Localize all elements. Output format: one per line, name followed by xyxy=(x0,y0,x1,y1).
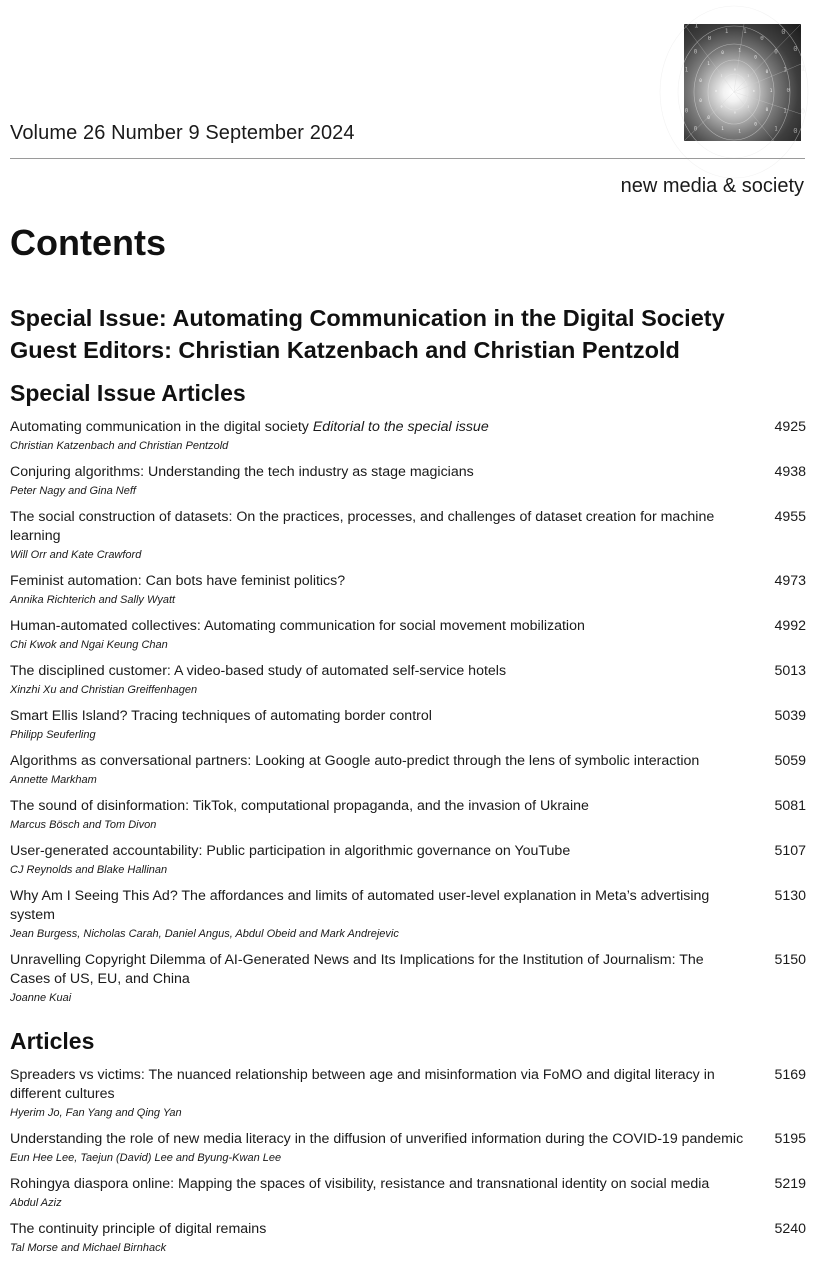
article-authors: Abdul Aziz xyxy=(10,1197,62,1209)
toc-entry xyxy=(10,797,806,832)
article-title xyxy=(10,797,746,816)
binary-digit-glyph: 0 xyxy=(721,50,724,56)
article-title-text: Conjuring algorithms: Understanding the tech industry as stage magicians xyxy=(10,464,474,480)
article-authors: Peter Nagy and Gina Neff xyxy=(10,485,136,497)
toc-list-special-issue-articles xyxy=(10,418,806,1015)
page-number: 5013 xyxy=(774,663,806,679)
article-subtitle: Editorial to the special issue xyxy=(312,419,489,435)
article-title-text: Smart Ellis Island? Tracing techniques of automating border control xyxy=(10,708,432,724)
page-number: 5169 xyxy=(774,1067,806,1083)
binary-digit-glyph: 0 xyxy=(754,122,757,128)
article-authors: Will Orr and Kate Crawford xyxy=(10,549,142,561)
article-authors: Tal Morse and Michael Birnhack xyxy=(10,1242,167,1254)
page-number: 4992 xyxy=(774,618,806,634)
page-number: 5039 xyxy=(774,708,806,724)
article-title-text: Rohingya diaspora online: Mapping the spaces of visibility, resistance and transnational identity on social media xyxy=(10,1176,710,1192)
special-issue-title: Special Issue: Automating Communication in the Digital Society xyxy=(10,305,725,331)
article-title xyxy=(10,842,746,861)
article-title xyxy=(10,617,746,636)
article-title-text: Automating communication in the digital society xyxy=(10,419,309,435)
toc-entry xyxy=(10,752,806,787)
binary-digit-glyph: 0 xyxy=(754,55,757,61)
page-number: 5130 xyxy=(774,888,806,904)
binary-digit-glyph: 0 xyxy=(760,36,764,42)
binary-digit-glyph: 0 xyxy=(707,116,710,122)
binary-digit-glyph: 1 xyxy=(747,73,750,78)
page-number: 4925 xyxy=(774,419,806,435)
binary-digit-glyph: 0 xyxy=(793,43,798,53)
binary-digit-glyph: 1 xyxy=(774,126,778,133)
binary-digit-glyph: 0 xyxy=(693,126,698,133)
article-title-text: Algorithms as conversational partners: Looking at Google auto-predict through the lens of symbolic interaction xyxy=(10,753,700,769)
article-authors: Marcus Bösch and Tom Divon xyxy=(10,819,157,831)
article-title xyxy=(10,1220,746,1239)
toc-entry xyxy=(10,951,806,1005)
binary-digit-glyph: 0 xyxy=(774,49,778,56)
binary-digit-glyph: 0 xyxy=(693,49,698,56)
page-number: 4955 xyxy=(774,509,806,525)
article-title-text: The sound of disinformation: TikTok, computational propaganda, and the invasion of Ukraine xyxy=(10,798,589,814)
page-title: Contents xyxy=(10,222,166,263)
page-number: 5195 xyxy=(774,1131,806,1147)
article-title xyxy=(10,572,746,591)
binary-digit-glyph: 0 xyxy=(720,104,723,109)
page-number: 5150 xyxy=(774,952,806,968)
toc-entry xyxy=(10,418,806,453)
header-divider xyxy=(10,158,805,159)
article-title-text: Spreaders vs victims: The nuanced relationship between age and misinformation via FoMO and digital literacy in different cultures xyxy=(10,1067,715,1102)
article-authors: CJ Reynolds and Blake Hallinan xyxy=(10,864,168,876)
binary-digit-glyph: 0 xyxy=(800,106,806,116)
article-title xyxy=(10,1175,746,1194)
article-title xyxy=(10,951,746,989)
toc-entry xyxy=(10,707,806,742)
article-title xyxy=(10,508,746,546)
article-title xyxy=(10,418,746,437)
binary-digit-glyph: 1 xyxy=(783,108,787,115)
binary-digit-glyph: 1 xyxy=(720,73,723,78)
article-authors: Joanne Kuai xyxy=(10,992,72,1004)
article-title-text: Why Am I Seeing This Ad? The affordances and limits of automated user-level explanation in Meta’s advertising system xyxy=(10,888,710,923)
article-authors: Christian Katzenbach and Christian Pentzold xyxy=(10,440,229,452)
article-authors: Hyerim Jo, Fan Yang and Qing Yan xyxy=(10,1107,182,1119)
binary-digit-glyph: 0 xyxy=(734,110,736,115)
binary-digit-glyph: 1 xyxy=(747,104,750,109)
binary-digit-glyph: 0 xyxy=(752,89,755,93)
journal-cover-image xyxy=(684,20,806,141)
article-title-text: Feminist automation: Can bots have feminist politics? xyxy=(10,573,346,589)
binary-digit-glyph: 1 xyxy=(694,20,699,30)
toc-entry xyxy=(10,1175,806,1210)
binary-digit-glyph: 0 xyxy=(707,36,712,42)
toc-entry xyxy=(10,887,806,941)
binary-digit-glyph: 1 xyxy=(684,67,689,74)
volume-issue-line: Volume 26 Number 9 September 2024 xyxy=(10,122,355,144)
article-title-text: User-generated accountability: Public participation in algorithmic governance on YouTube xyxy=(10,843,571,859)
binary-digit-glyph: 1 xyxy=(769,89,773,94)
article-authors: Annette Markham xyxy=(10,774,97,786)
article-authors: Philipp Seuferling xyxy=(10,729,96,741)
article-authors: Jean Burgess, Nicholas Carah, Daniel Angus, Abdul Obeid and Mark Andrejevic xyxy=(10,928,399,940)
article-title xyxy=(10,707,746,726)
toc-entry xyxy=(10,842,806,877)
toc-entry xyxy=(10,572,806,607)
binary-digit-glyph: 0 xyxy=(793,126,798,136)
page-number: 4938 xyxy=(774,464,806,480)
article-title xyxy=(10,463,746,482)
article-title xyxy=(10,752,746,771)
article-authors: Chi Kwok and Ngai Keung Chan xyxy=(10,639,168,651)
binary-digit-glyph: 0 xyxy=(699,79,702,85)
toc-entry xyxy=(10,508,806,562)
binary-digit-glyph: 1 xyxy=(721,127,724,133)
article-title-text: Unravelling Copyright Dilemma of AI-Generated News and Its Implications for the Institution of Journalism: The Cases of US, EU, and China xyxy=(10,952,704,987)
binary-digit-glyph: 1 xyxy=(800,63,806,73)
binary-digit-glyph: 1 xyxy=(743,28,747,35)
article-title xyxy=(10,1066,746,1104)
toc-entry xyxy=(10,463,806,498)
section-heading-articles: Articles xyxy=(10,1028,95,1054)
toc-entry xyxy=(10,1220,806,1255)
article-title-text: The social construction of datasets: On the practices, processes, and challenges of dataset creation for machine learning xyxy=(10,509,715,544)
toc-entry xyxy=(10,1130,806,1165)
special-issue-editors: Guest Editors: Christian Katzenbach and Christian Pentzold xyxy=(10,337,680,363)
article-title-text: Human-automated collectives: Automating communication for social movement mobilization xyxy=(10,618,585,634)
article-title-text: Understanding the role of new media literacy in the diffusion of unverified information during the COVID-19 pandemic xyxy=(10,1131,744,1147)
page-number: 5059 xyxy=(774,753,806,769)
article-title xyxy=(10,662,746,681)
binary-digit-glyph: 1 xyxy=(738,129,741,135)
page-number: 5219 xyxy=(774,1176,806,1192)
binary-tunnel-graphic xyxy=(684,20,806,141)
binary-digit-glyph: 0 xyxy=(715,89,717,93)
binary-digit-glyph: 0 xyxy=(699,98,702,104)
binary-digit-glyph: 0 xyxy=(765,108,769,113)
article-authors: Xinzhi Xu and Christian Greiffenhagen xyxy=(10,684,198,696)
toc-list-articles xyxy=(10,1066,806,1265)
article-title xyxy=(10,1130,746,1149)
binary-digit-glyph: 1 xyxy=(707,61,710,67)
journal-name: new media & society xyxy=(620,175,804,197)
page-number: 5240 xyxy=(774,1221,806,1237)
article-title-text: The continuity principle of digital remains xyxy=(10,1221,267,1237)
toc-entry xyxy=(10,662,806,697)
binary-digit-glyph: 0 xyxy=(781,27,786,37)
article-title-text: The disciplined customer: A video-based study of automated self-service hotels xyxy=(10,663,507,679)
page-number: 5081 xyxy=(774,798,806,814)
binary-digit-glyph: 0 xyxy=(765,70,769,75)
binary-digit-glyph: 1 xyxy=(724,28,729,35)
toc-entry xyxy=(10,617,806,652)
article-authors: Annika Richterich and Sally Wyatt xyxy=(10,594,176,606)
page-number: 4973 xyxy=(774,573,806,589)
binary-digit-glyph: 1 xyxy=(738,48,741,54)
binary-digit-glyph: 1 xyxy=(783,67,787,74)
article-title xyxy=(10,887,746,925)
binary-digit-glyph: 0 xyxy=(684,108,689,115)
binary-digit-glyph: 0 xyxy=(786,88,790,94)
toc-entry xyxy=(10,1066,806,1120)
page-number: 5107 xyxy=(774,843,806,859)
special-issue-block xyxy=(10,302,725,366)
binary-digit-glyph: 0 xyxy=(734,67,736,72)
article-authors: Eun Hee Lee, Taejun (David) Lee and Byung-Kwan Lee xyxy=(10,1152,282,1164)
section-heading-special-issue-articles: Special Issue Articles xyxy=(10,380,246,406)
